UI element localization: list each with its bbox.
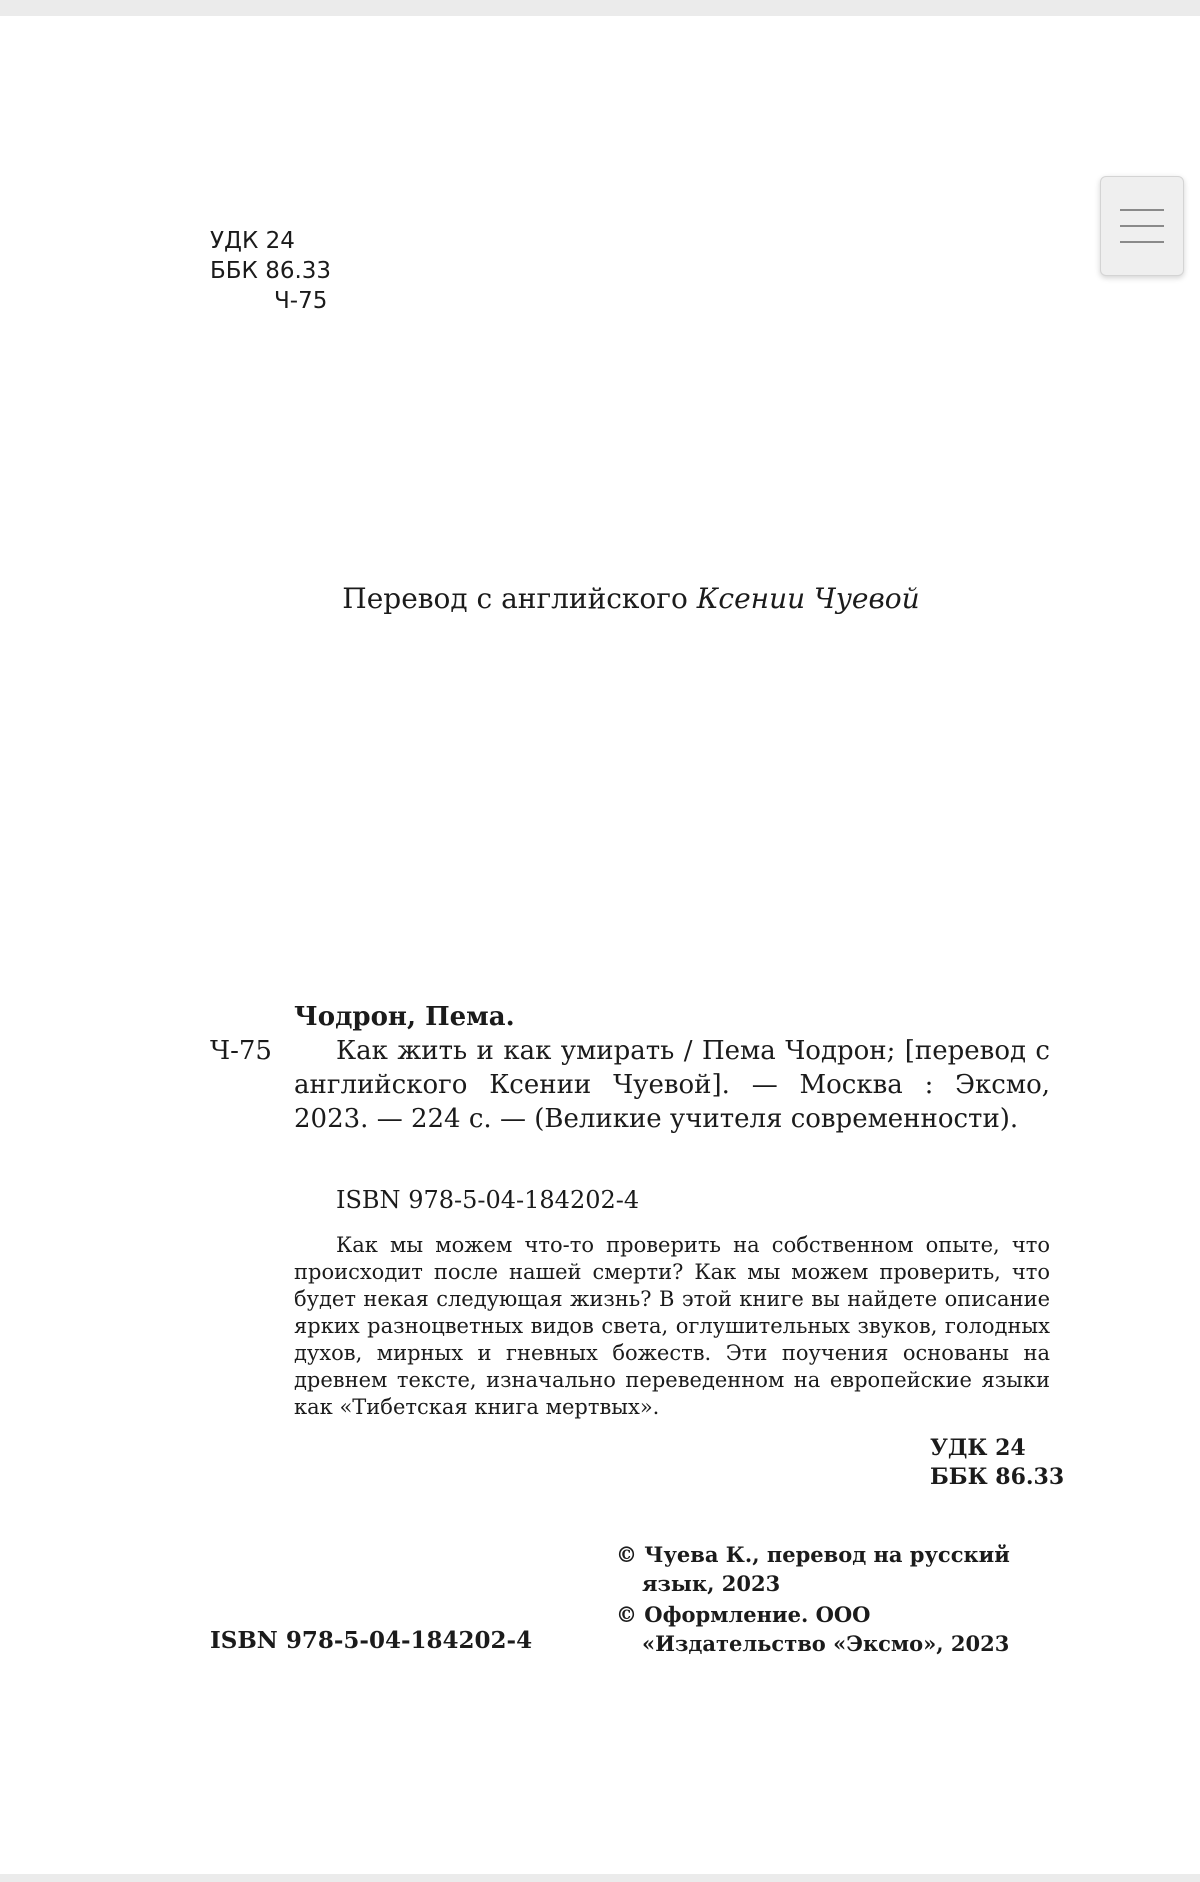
annotation-text: Как мы можем что-то проверить на собственном опыте, что происходит после нашей смерти? Как мы можем проверить, что будет некая следующая жизнь? В этой книге вы найдете описание ярких разноцветных видов света, оглушительных звуков, голодных духов, мирных и гневных божеств. Эти поучения основаны на древнем тексте, изначально переведенном на европейские языки как «Тибетская книга мертвых». [294,1233,1050,1419]
catalog-isbn: ISBN 978-5-04-184202-4 [336,1186,640,1214]
catalog-codes [930,1434,1064,1492]
copyright-block [616,1540,1056,1660]
menu-button[interactable] [1100,176,1184,276]
author-mark: Ч-75 [274,288,328,314]
catalog-udk: УДК 24 [930,1435,1026,1461]
translator-prefix: Перевод с английского [342,582,688,615]
bibliographic-text: Как жить и как умирать / Пема Чодрон; [перевод с английского Ксении Чуевой]. — Москва : Эксмо, 2023. — 224 с. — (Великие учителя современности). [294,1036,1050,1134]
catalog-author-mark: Ч-75 [210,1036,272,1066]
catalog-bbk: ББК 86.33 [930,1464,1065,1490]
bibliographic-description [294,1034,1050,1136]
isbn-bottom: ISBN 978-5-04-184202-4 [210,1627,533,1654]
catalog-author: Чодрон, Пема. [294,1002,515,1032]
udk-code: УДК 24 [210,228,295,254]
copyright-translation: © Чуева К., перевод на русский язык, 2023 [616,1542,1010,1596]
copyright-design: © Оформление. ООО «Издательство «Эксмо», 2023 [616,1602,1010,1656]
bbk-code: ББК 86.33 [210,258,332,284]
book-page [0,16,1200,1874]
translator-name: Ксении Чуевой [696,582,920,615]
translator-line [0,582,1200,616]
classification-codes [210,226,331,316]
